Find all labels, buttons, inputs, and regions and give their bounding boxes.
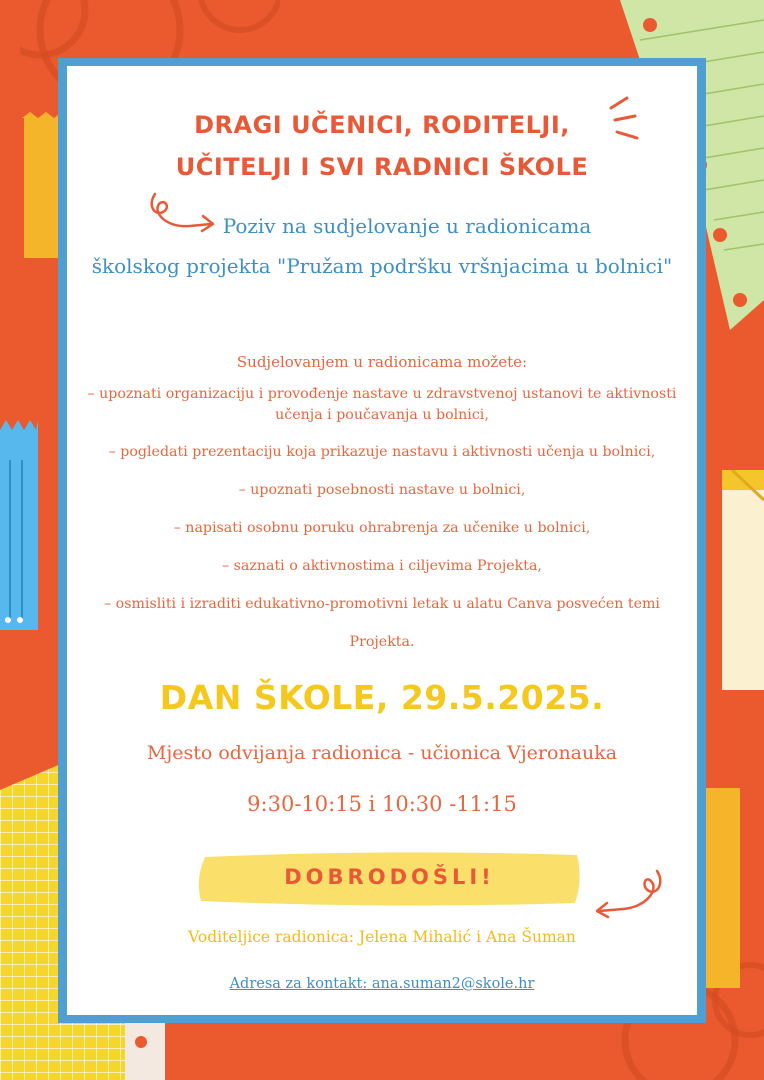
- activity-item: – upoznati posebnosti nastave u bolnici,: [238, 482, 526, 498]
- greeting-title-line1: DRAGI UČENICI, RODITELJI,: [194, 111, 570, 139]
- activity-item: – napisati osobnu poruku ohrabrenja za učenike u bolnici,: [173, 520, 591, 536]
- welcome-text: DOBRODOŠLI!: [284, 865, 495, 889]
- event-date: DAN ŠKOLE, 29.5.2025.: [159, 678, 605, 717]
- invitation-line1: Poziv na sudjelovanje u radionicama: [222, 214, 592, 238]
- activity-item: – pogledati prezentaciju koja prikazuje nastavu i aktivnosti učenja u bolnici,: [108, 444, 656, 460]
- blue-tape-decoration: [0, 420, 44, 635]
- sparkle-lines-icon: [607, 94, 657, 144]
- activity-item: – osmisliti i izraditi edukativno-promotivni letak u alatu Canva posvećen temi Projekta.: [104, 596, 660, 650]
- yellow-paper-right-decoration: [722, 470, 764, 690]
- activities-list: [75, 376, 689, 661]
- event-time: 9:30-10:15 i 10:30 -11:15: [247, 792, 517, 816]
- activity-item: – saznati o aktivnostima i ciljevima Projekta,: [222, 558, 542, 574]
- invitation-text: [67, 206, 697, 286]
- poster-card: [67, 66, 697, 1015]
- poster-frame: [58, 58, 706, 1023]
- greeting-title: [67, 104, 697, 188]
- paper-corner-decoration: [125, 1020, 165, 1080]
- welcome-banner: [197, 851, 582, 907]
- activities-intro: Sudjelovanjem u radionicama možete:: [236, 353, 528, 371]
- curly-arrow-left-icon: [587, 861, 667, 921]
- invitation-line2: školskog projekta "Pružam podršku vršnjacima u bolnici": [91, 254, 673, 278]
- event-place: Mjesto odvijanja radionica - učionica Vjeronauka: [146, 742, 618, 764]
- activity-item: – upoznati organizaciju i provođenje nastave u zdravstvenoj ustanovi te aktivnosti učenja i poučavanja u bolnici,: [87, 386, 677, 423]
- contact-email-link[interactable]: Adresa za kontakt: ana.suman2@skole.hr: [229, 976, 535, 992]
- greeting-title-line2: UČITELJI I SVI RADNICI ŠKOLE: [175, 153, 589, 181]
- workshop-leaders: Voditeljice radionica: Jelena Mihalić i Ana Šuman: [188, 928, 576, 946]
